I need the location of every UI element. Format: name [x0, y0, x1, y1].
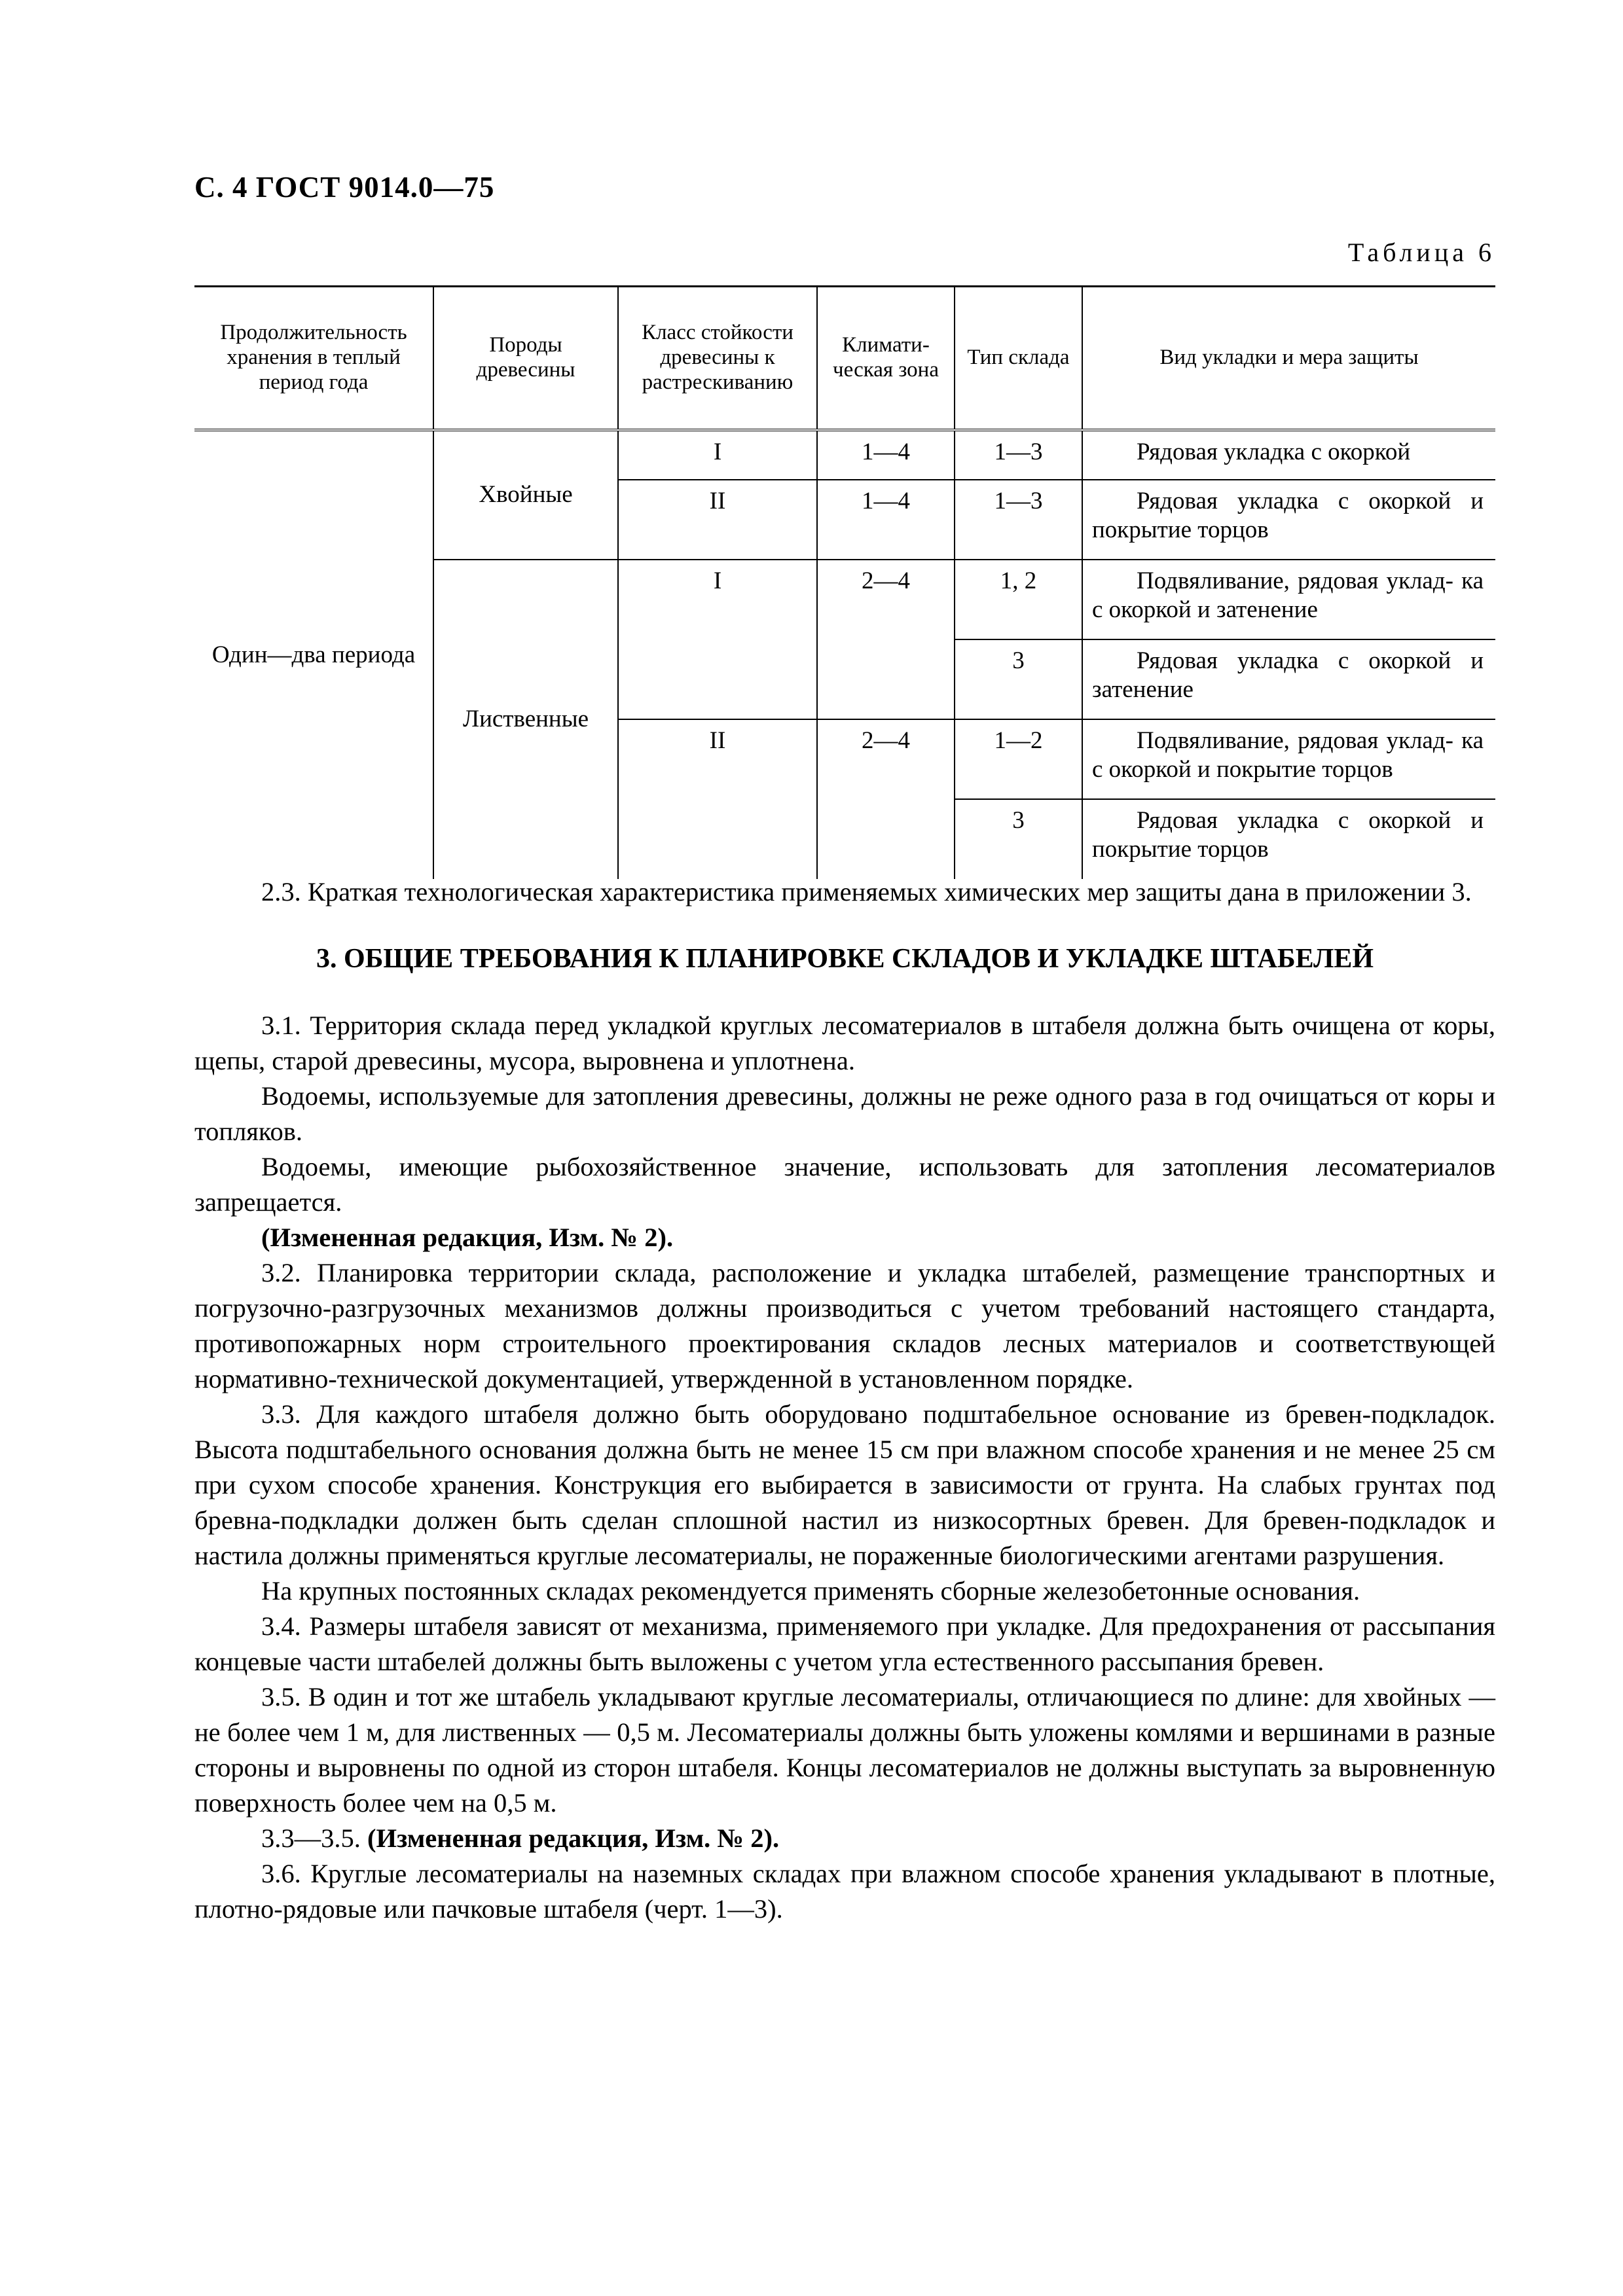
edit-note-2	[194, 1821, 1495, 1856]
page-header: С. 4 ГОСТ 9014.0—75	[194, 171, 495, 204]
cell-zone: 1—4	[817, 430, 955, 480]
edit-note-2-prefix: 3.3—3.5.	[261, 1823, 361, 1853]
paragraph-2-3: 2.3. Краткая технологическая характеристика применяемых химических мер защиты дана в приложении 3.	[261, 877, 1472, 906]
cell-class: I	[618, 430, 817, 480]
cell-desc	[1082, 480, 1495, 560]
cell-class: II	[618, 480, 817, 560]
desc-text: Рядовая укладка с окоркой и покрытие торцов	[1092, 488, 1484, 544]
cell-species-deciduous: Лиственные	[433, 560, 618, 879]
cell-type: 1—2	[955, 719, 1082, 799]
desc-text: Подвяливание, рядовая уклад- ка с окоркой и покрытие торцов	[1092, 727, 1484, 783]
paragraph-3-5: 3.5. В один и тот же штабель укладывают круглые лесоматериалы, отличающиеся по длине: для хвойных — не более чем 1 м, для лиственных — 0,5 м. Лесоматериалы должны быть уложены комлями и вершинами в разные стороны и выровнены по одной из сторон штабеля. Концы лесоматериалов не должны выступать за выровненную поверхность более чем на 0,5 м.	[194, 1682, 1495, 1818]
table-header-row	[194, 287, 1495, 431]
paragraph-3-1-c: Водоемы, имеющие рыбохозяйственное значение, использовать для затопления лесоматериалов запрещается.	[194, 1152, 1495, 1217]
cell-zone: 2—4	[817, 719, 955, 879]
cell-desc	[1082, 799, 1495, 879]
cell-class: I	[618, 560, 817, 719]
body-text	[194, 874, 1495, 1927]
paragraph-3-3: 3.3. Для каждого штабеля должно быть оборудовано подштабельное основание из бревен-подкладок. Высота подштабельного основания должна быть не менее 15 см при влажном способе хранения и не менее 25 см при сухом способе хранения. Конструкция его выбирается в зависимости от грунта. На слабых грунтах под бревна-подкладки должен быть сделан сплошной настил из низкосортных бревен. Для бревен-подкладок и настила должны применяться круглые лесоматериалы, не пораженные биологическими агентами разрушения.	[194, 1399, 1495, 1570]
cell-species-conifer: Хвойные	[433, 430, 618, 560]
desc-text: Рядовая укладка с окоркой и затенение	[1092, 647, 1484, 704]
cell-desc	[1082, 719, 1495, 799]
cell-type: 3	[955, 639, 1082, 719]
cell-zone: 1—4	[817, 480, 955, 560]
paragraph-3-4: 3.4. Размеры штабеля зависят от механизма, применяемого при укладке. Для предохранения от рассыпания концевые части штабелей должны быть выложены с учетом угла естественного рассыпания бревен.	[194, 1611, 1495, 1676]
desc-text: Рядовая укладка с окоркой	[1137, 439, 1411, 465]
cell-desc	[1082, 560, 1495, 639]
desc-text: Рядовая укладка с окоркой и покрытие торцов	[1092, 807, 1484, 863]
cell-class: II	[618, 719, 817, 879]
header-species: Породы древесины	[433, 287, 618, 431]
header-warehouse-type: Тип склада	[955, 287, 1082, 431]
cell-zone: 2—4	[817, 560, 955, 719]
table-row	[194, 430, 1495, 480]
paragraph-3-3-b: На крупных постоянных складах рекомендуется применять сборные железобетонные основания.	[261, 1576, 1360, 1605]
cell-type: 3	[955, 799, 1082, 879]
paragraph-3-1: 3.1. Территория склада перед укладкой круглых лесоматериалов в штабеля должна быть очищена от коры, щепы, старой древесины, мусора, выровнена и уплотнена.	[194, 1011, 1495, 1075]
paragraph-3-6: 3.6. Круглые лесоматериалы на наземных складах при влажном способе хранения укладывают в плотные, плотно-рядовые или пачковые штабеля (черт. 1—3).	[194, 1859, 1495, 1924]
paragraph-3-1-b: Водоемы, используемые для затопления древесины, должны не реже одного раза в год очищаться от коры и топляков.	[194, 1081, 1495, 1146]
section-3-title: 3. ОБЩИЕ ТРЕБОВАНИЯ К ПЛАНИРОВКЕ СКЛАДОВ И УКЛАДКЕ ШТАБЕЛЕЙ	[316, 944, 1374, 974]
cell-desc	[1082, 430, 1495, 480]
cell-desc	[1082, 639, 1495, 719]
header-climate-zone: Климати- ческая зона	[817, 287, 955, 431]
header-protection: Вид укладки и мера защиты	[1082, 287, 1495, 431]
desc-text: Подвяливание, рядовая уклад- ка с окоркой и затенение	[1092, 567, 1484, 624]
table-caption: Таблица 6	[1347, 238, 1495, 267]
paragraph-3-2: 3.2. Планировка территории склада, расположение и укладка штабелей, размещение транспортных и погрузочно-разгрузочных механизмов должны производиться с учетом требований настоящего стандарта, противопожарных норм строительного проектирования складов лесных материалов и соответствующей нормативно-технической документацией, утвержденной в установленном порядке.	[194, 1258, 1495, 1393]
cell-type: 1—3	[955, 480, 1082, 560]
edit-note-1	[194, 1220, 1495, 1255]
storage-table	[194, 285, 1495, 879]
cell-type: 1, 2	[955, 560, 1082, 639]
cell-duration: Один—два периода	[194, 430, 433, 879]
header-crack-class: Класс стойкости древесины к растрескиванию	[618, 287, 817, 431]
cell-type: 1—3	[955, 430, 1082, 480]
edit-note-1-text: (Измененная редакция, Изм. № 2).	[261, 1223, 674, 1252]
header-duration: Продолжительность хранения в теплый период года	[194, 287, 433, 431]
edit-note-2-text: (Измененная редакция, Изм. № 2).	[367, 1823, 780, 1853]
